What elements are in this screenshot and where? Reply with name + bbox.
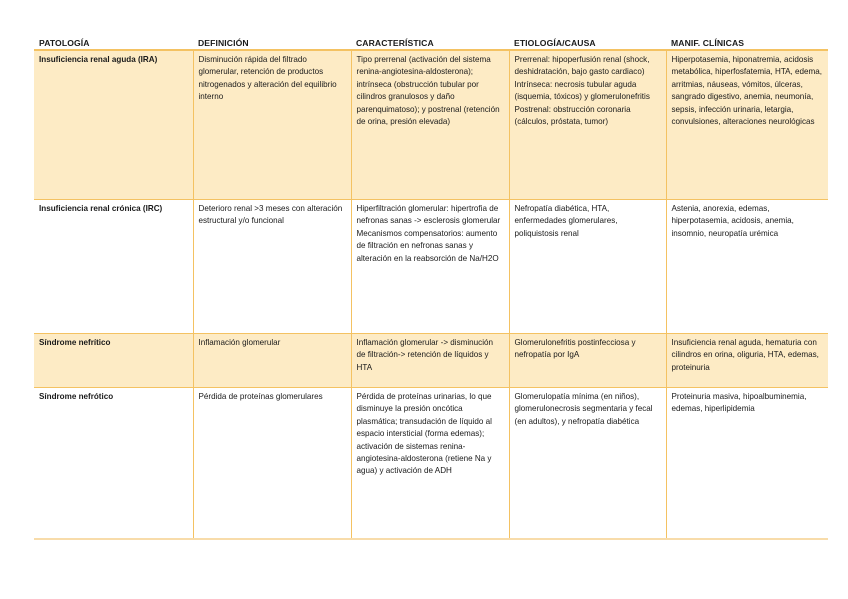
cell-patologia: Insuficiencia renal aguda (IRA) <box>34 50 193 200</box>
header-definicion: DEFINICIÓN <box>193 35 351 50</box>
header-caracteristica: CARACTERÍSTICA <box>351 35 509 50</box>
cell-patologia: Insuficiencia renal crónica (IRC) <box>34 200 193 334</box>
cell-caracteristica: Pérdida de proteínas urinarias, lo que disminuye la presión oncótica plasmática; transudación de líquido al espacio intersticial (forma edemas); activación de sistemas renina-angiotesina-aldosterona (retiene Na y agua) y activación de ADH <box>351 388 509 540</box>
header-manifestaciones: MANIF. CLÍNICAS <box>666 35 828 50</box>
cell-definicion: Inflamación glomerular <box>193 334 351 388</box>
table-row-irc <box>34 200 828 334</box>
cell-manifestaciones: Proteinuria masiva, hipoalbuminemia, edemas, hiperlipidemia <box>666 388 828 540</box>
cell-definicion: Pérdida de proteínas glomerulares <box>193 388 351 540</box>
cell-definicion: Disminución rápida del filtrado glomerular, retención de productos nitrogenados y alteración del equilibrio interno <box>193 50 351 200</box>
header-patologia: PATOLOGÍA <box>34 35 193 50</box>
cell-caracteristica: Inflamación glomerular -> disminución de filtración-> retención de líquidos y HTA <box>351 334 509 388</box>
header-etiologia: ETIOLOGÍA/CAUSA <box>509 35 666 50</box>
table-row-ira <box>34 50 828 200</box>
cell-patologia: Síndrome nefrítico <box>34 334 193 388</box>
cell-etiologia: Nefropatía diabética, HTA, enfermedades glomerulares, poliquistosis renal <box>509 200 666 334</box>
cell-etiologia: Glomerulonefritis postinfecciosa y nefropatía por IgA <box>509 334 666 388</box>
cell-patologia: Síndrome nefrótico <box>34 388 193 540</box>
pathology-table <box>34 35 828 540</box>
cell-etiologia: Glomerulopatía mínima (en niños), glomerulonecrosis segmentaria y fecal (en adultos), y nefropatía diabética <box>509 388 666 540</box>
table-row-sindrome-nefrotico <box>34 388 828 540</box>
cell-definicion: Deterioro renal >3 meses con alteración estructural y/o funcional <box>193 200 351 334</box>
cell-manifestaciones: Insuficiencia renal aguda, hematuria con cilindros en orina, oliguria, HTA, edemas, proteinuria <box>666 334 828 388</box>
pathology-table-sheet <box>34 35 828 540</box>
cell-manifestaciones: Hiperpotasemia, hiponatremia, acidosis metabólica, hiperfosfatemia, HTA, edema, arritmias, náuseas, vómitos, úlceras, sangrado digestivo, anemia, neumonía, sepsis, infección urinaria, letargia, convulsiones, alteraciones neurológicas <box>666 50 828 200</box>
cell-caracteristica: Tipo prerrenal (activación del sistema renina-angiotesina-aldosterona); intrínseca (obstrucción tubular por cilindros granulosos y daño parenquimatoso); y postrenal (retención de orina, presión elevada) <box>351 50 509 200</box>
header-row <box>34 35 828 50</box>
table-row-sindrome-nefritico <box>34 334 828 388</box>
cell-manifestaciones: Astenia, anorexia, edemas, hiperpotasemia, acidosis, anemia, insomnio, neuropatía urémica <box>666 200 828 334</box>
cell-etiologia: Prerrenal: hipoperfusión renal (shock, deshidratación, bajo gasto cardiaco) Intrínseca: necrosis tubular aguda (isquemia, tóxicos) y glomerulonefritis Postrenal: obstrucción coronaria (cálculos, próstata, tumor) <box>509 50 666 200</box>
cell-caracteristica: Hiperfiltración glomerular: hipertrofia de nefronas sanas -> esclerosis glomerular Mecanismos compensatorios: aumento de filtración en nefronas sanas y alteración en la reabsorción de Na/H2O <box>351 200 509 334</box>
